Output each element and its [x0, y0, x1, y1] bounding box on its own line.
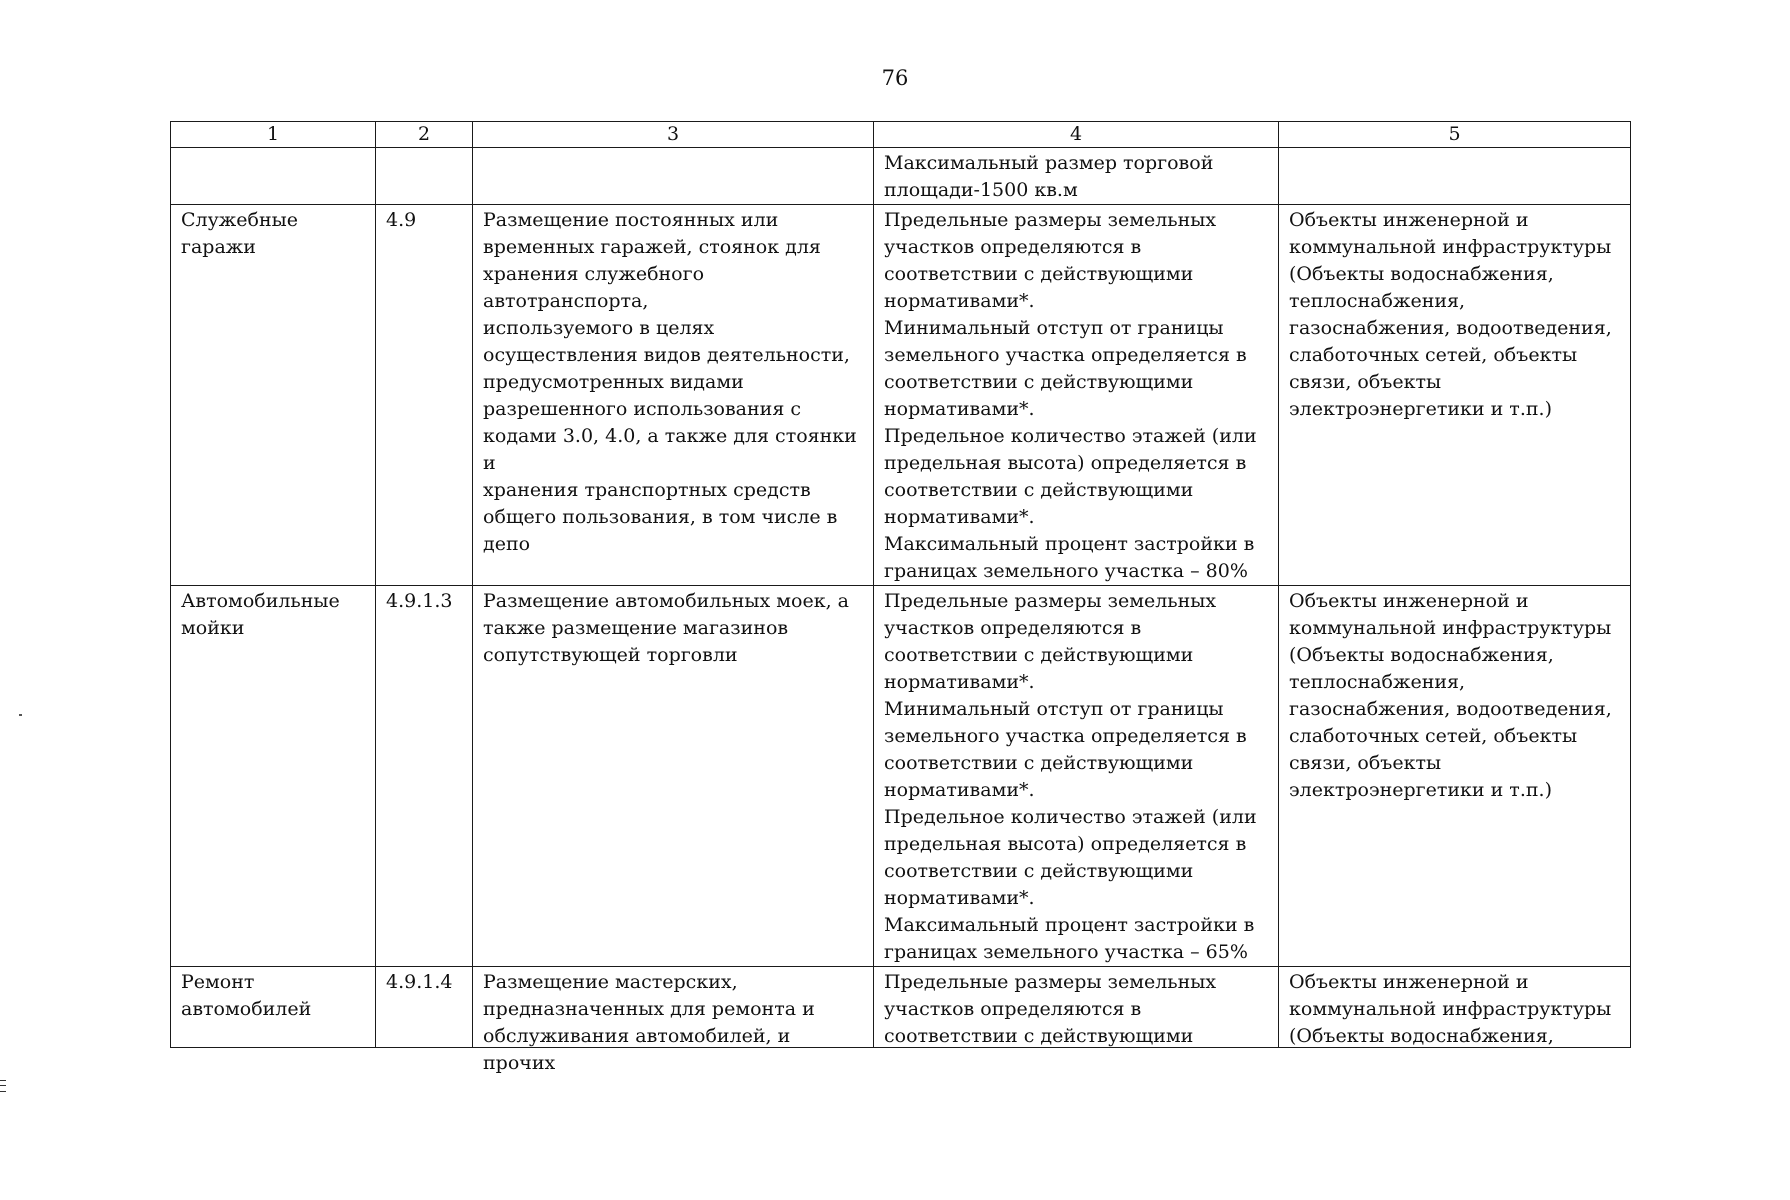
parameters-cell: Предельные размеры земельных участков определяются в соответствии с действующими нормативами*. Минимальный отступ от границы земельного участка определяется в соответствии с действующими нормативами*. Предельное количество этажей (или предельная высота) определяется в соответствии с действующими нормативами*. Максимальный процент застройки в границах земельного участка – 65%: [874, 586, 1279, 967]
use-name-cell: Автомобильные мойки: [171, 586, 376, 967]
use-name-cell: [171, 967, 376, 1048]
infrastructure-cell: [1279, 967, 1631, 1048]
parameters-cell: [874, 967, 1279, 1048]
column-number-3: 3: [473, 122, 874, 148]
table-header-row: [171, 122, 1631, 148]
infrastructure-cell: Объекты инженерной и коммунальной инфраструктуры (Объекты водоснабжения, теплоснабжения, газоснабжения, водоотведения, слаботочных сетей, объекты связи, объекты электроэнергетики и т.п.): [1279, 586, 1631, 967]
table-row-car-wash: [171, 586, 1631, 967]
infrastructure-text: Объекты инженерной и коммунальной инфраструктуры (Объекты водоснабжения,: [1289, 971, 1612, 1047]
use-description-text: Размещение мастерских, предназначенных для ремонта и обслуживания автомобилей, и прочих: [483, 971, 815, 1074]
column-number-1: 1: [171, 122, 376, 148]
use-code-cell: [376, 148, 473, 205]
use-description-cell: Размещение автомобильных моек, а также размещение магазинов сопутствующей торговли: [473, 586, 874, 967]
parameters-text: Предельные размеры земельных участков определяются в соответствии с действующими: [884, 971, 1217, 1047]
use-name-text: Ремонт автомобилей: [181, 971, 312, 1020]
column-number-2: 2: [376, 122, 473, 148]
parameters-cell: Предельные размеры земельных участков определяются в соответствии с действующими нормативами*. Минимальный отступ от границы земельного участка определяется в соответствии с действующими нормативами*. Предельное количество этажей (или предельная высота) определяется в соответствии с действующими нормативами*. Максимальный процент застройки в границах земельного участка – 80%: [874, 205, 1279, 586]
use-description-cell: [473, 148, 874, 205]
use-code-cell: 4.9: [376, 205, 473, 586]
infrastructure-cell: Объекты инженерной и коммунальной инфраструктуры (Объекты водоснабжения, теплоснабжения, газоснабжения, водоотведения, слаботочных сетей, объекты связи, объекты электроэнергетики и т.п.): [1279, 205, 1631, 586]
use-name-cell: [171, 148, 376, 205]
page-number: 76: [881, 66, 909, 90]
column-number-4: 4: [874, 122, 1279, 148]
table-row-continuation: [171, 148, 1631, 205]
table-row-service-garages: [171, 205, 1631, 586]
infrastructure-cell: [1279, 148, 1631, 205]
scan-edge-mark: [0, 1080, 6, 1092]
use-name-cell: Служебные гаражи: [171, 205, 376, 586]
column-number-5: 5: [1279, 122, 1631, 148]
land-use-table: [170, 121, 1631, 1074]
scan-speck: [19, 714, 22, 716]
use-code-text: 4.9.1.4: [386, 971, 453, 993]
parameters-cell: Максимальный размер торговой площади-1500 кв.м: [874, 148, 1279, 205]
use-code-cell: 4.9.1.3: [376, 586, 473, 967]
use-description-cell: [473, 967, 874, 1074]
use-code-cell: [376, 967, 473, 1048]
table-row-car-repair: [171, 967, 1631, 1048]
use-description-cell: Размещение постоянных или временных гаражей, стоянок для хранения служебного автотранспорта, используемого в целях осуществления видов деятельности, предусмотренных видами разрешенного использования с кодами 3.0, 4.0, а также для стоянки и хранения транспортных средств общего пользования, в том числе в депо: [473, 205, 874, 586]
